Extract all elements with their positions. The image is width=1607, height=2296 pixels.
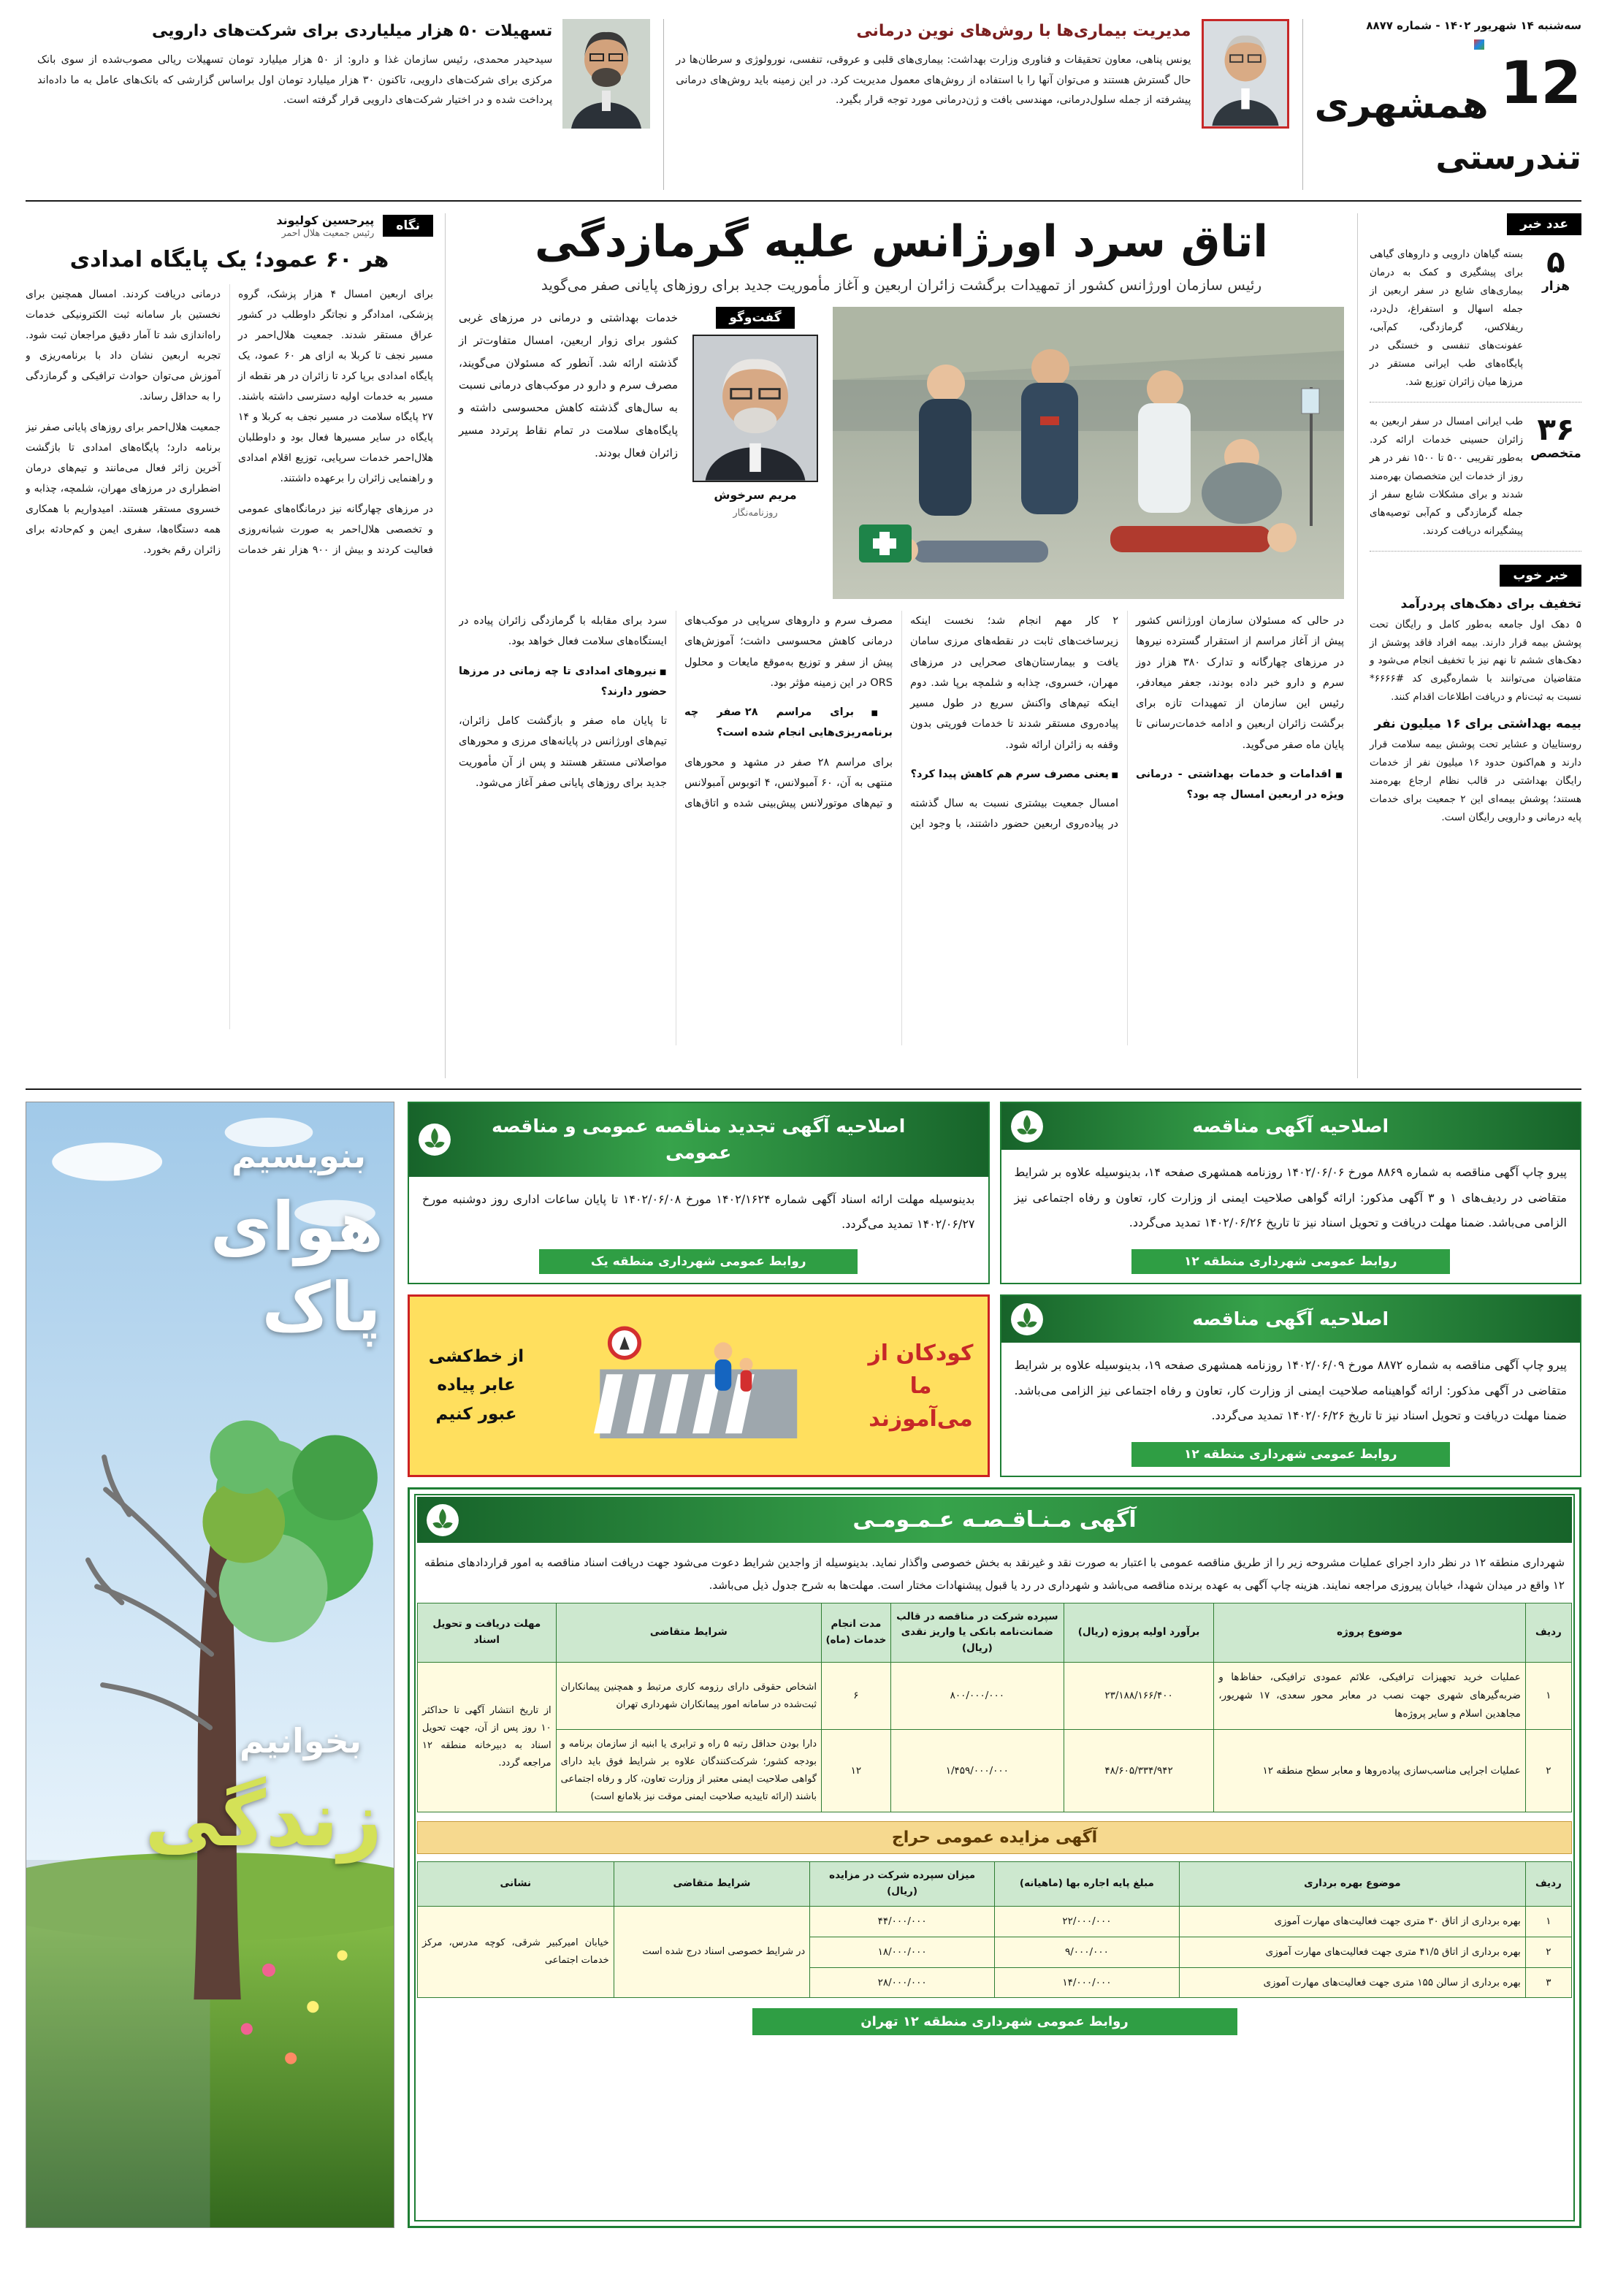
ad-message: از خط‌کشی عابر پیاده عبور کنیم xyxy=(428,1347,524,1424)
good-news-title: بیمه بهداشتی برای ۱۶ میلیون نفر xyxy=(1374,717,1581,732)
opinion-paragraph: جمعیت هلال‌احمر برای روزهای پایانی صفر نیز برنامه دارد؛ پایگاه‌های امدادی تا بازگشت آخرین زائر فعال می‌مانند و تیم‌های درمان اضطراری در مرزهای مهران، شلمچه، چذابه و خسروی مستقر هستند. امیدواریم با همکاری همه دستگاه‌ها، سفری ایمن و کم‌حادثه برای زائران رقم بخورد. xyxy=(26,422,221,556)
ad-footer: روابط عمومی شهرداری منطقه ۱۲ xyxy=(1131,1249,1450,1274)
base-rent: ۱۴/۰۰۰/۰۰۰ xyxy=(995,1967,1180,1998)
advertisement-band xyxy=(26,1088,1581,2228)
news-numbers-sidebar xyxy=(1370,213,1581,1078)
column-header: نشانی xyxy=(418,1862,614,1906)
article-question: ■ یعنی مصرف سرم هم کاهش پیدا کرد؟ xyxy=(910,764,1118,785)
duration: ۱۲ xyxy=(822,1730,891,1812)
ad-body: پیرو چاپ آگهی مناقصه به شماره ۸۸۶۹ مورخ ۱۴۰۲/۰۶/۰۶ روزنامه همشهری صفحه ۱۴، بدینوسیله علاوه بر شرایط متقاضی در ردیف‌های ۱ و ۳ آگهی مذکور: ارائه گواهی صلاحیت ایمنی از وزارت کار، تعاون و رفاه اجتماعی نیز الزامی می‌باشد. ضمنا مهلت دریافت و تحویل اسناد نیز تا تاریخ ۱۴۰۲/۰۶/۲۶ تمدید می‌گردد. xyxy=(1014,1165,1568,1230)
conditions: اشخاص حقوقی دارای رزومه کاری مرتبط و همچنین پیمانکاران ثبت‌شده در سامانه امور پیمانکاران شهرداری تهران xyxy=(556,1663,821,1730)
opinion-title: هر ۶۰ عمود؛ یک پایگاه امدادی xyxy=(69,247,389,272)
ad-header xyxy=(1001,1103,1581,1150)
conditions: در شرایط خصوصی اسناد درج شده است xyxy=(614,1906,810,1998)
column-header: ردیف xyxy=(1525,1862,1571,1906)
article-question: ■ برای مراسم ۲۸ صفر چه برنامه‌ریزی‌هایی انجام شده است؟ xyxy=(684,702,893,744)
ad-header xyxy=(409,1103,988,1177)
auction-title: آگهی مزایده عمومی حراج xyxy=(417,1821,1572,1854)
ad-body: بدینوسیله مهلت ارائه اسناد آگهی شماره ۱۴۰۲/۱۶۲۴ مورخ ۱۴۰۲/۰۶/۰۸ تا پایان ساعات اداری روز دوشنبه مورخ ۱۴۰۲/۰۶/۲۷ تمدید می‌گردد. xyxy=(422,1191,975,1231)
column-header: موضوع پروژه xyxy=(1214,1603,1526,1663)
column-header: برآورد اولیه پروژه (ریال) xyxy=(1064,1603,1213,1663)
opinion-column xyxy=(26,213,433,1078)
ad-word-write: بنویسیم xyxy=(232,1136,366,1176)
ad-slogan: کودکان از ما می‌آموزند xyxy=(868,1340,974,1432)
ad-title: اصلاحیه آگهی مناقصه xyxy=(1192,1308,1389,1330)
brief-title: مدیریت بیماری‌ها با روش‌های نوین درمانی xyxy=(856,22,1191,40)
tender-intro: شهرداری منطقه ۱۲ در نظر دارد اجرای عملیات مشروحه زیر را از طریق مناقصه عمومی با اعتبار به صورت نقد و غیرنقد به بخش خصوصی واگذار نماید. بدینوسیله از واجدین شرایط دعوت می‌شود جهت دریافت اسناد مناقصه به امور قراردادهای منطقه ۱۲ واقع در میدان شهدا، خیابان پیروزی مراجعه نمایند. هزینه چاپ آگهی به عهده برنده مناقصه می‌باشد و شهرداری در رد یا قبول پیشنهادات مختار است. مهلت‌ها به شرح جدول ذیل می‌باشد. xyxy=(424,1556,1565,1592)
column-header: شرایط متقاضی xyxy=(556,1603,821,1663)
article-paragraph: تا پایان ماه صفر و بازگشت کامل زائران، تیم‌های اورژانس در پایانه‌های مرزی و محورهای مواصلاتی مستقر هستند و پس از آن مأموریت جدید برای روزهای پایانی صفر آغاز می‌شود. xyxy=(459,715,667,789)
base-rent: ۹/۰۰۰/۰۰۰ xyxy=(995,1937,1180,1967)
address: خیابان امیرکبیر شرقی، کوچه مدرس، مرکز خدمات اجتماعی xyxy=(418,1906,614,1998)
row-number: ۱ xyxy=(1525,1663,1571,1730)
number-item xyxy=(1370,403,1581,552)
clean-air-ad xyxy=(26,1102,394,2228)
table-row xyxy=(418,1663,1572,1730)
opinion-author-role: رئیس جمعیت هلال احمر xyxy=(281,227,375,238)
crosswalk-illustration xyxy=(540,1320,858,1452)
row-number: ۳ xyxy=(1525,1967,1571,1998)
reporter-name: مریم سرخوش xyxy=(714,488,797,502)
ad-word-read: بخوانیم xyxy=(239,1721,362,1761)
good-news-block xyxy=(1370,565,1581,828)
column-header: مبلغ پایه اجاره بها (ماهیانه) xyxy=(995,1862,1180,1906)
municipal-ads xyxy=(408,1102,1581,2228)
column-header: مدت انجام خدمات (ماه) xyxy=(822,1603,891,1663)
ad-header xyxy=(1001,1296,1581,1343)
brief-title: تسهیلات ۵۰ هزار میلیاردی برای شرکت‌های دارویی xyxy=(151,22,553,40)
article-paragraph: برای مراسم ۲۸ صفر در مشهد و محورهای منتهی به آن، ۶۰ آمبولانس، ۴ اتوبوس آمبولانس و تیم‌های موتورلانس پیش‌بینی شده و اتاق‌های سرد برای مقابله با گرمازدگی زائران پیاده در ایستگاه‌های سلامت فعال خواهد بود. xyxy=(459,615,893,810)
municipality-logo-icon xyxy=(418,1123,451,1156)
ad-footer: روابط عمومی شهرداری منطقه ۱۲ xyxy=(1131,1442,1450,1467)
article-question: ■ اقدامات و خدمات بهداشتی - درمانی ویژه در اربعین امسال چه بود؟ xyxy=(1136,764,1344,806)
child-safety-ad xyxy=(408,1294,990,1477)
column-header: مهلت دریافت و تحویل اسناد xyxy=(418,1603,557,1663)
deposit: ۱۸/۰۰۰/۰۰۰ xyxy=(810,1937,995,1967)
public-tender-ad xyxy=(408,1487,1581,2228)
reporter-role: روزنامه‌نگار xyxy=(733,508,778,519)
good-news-item xyxy=(1370,597,1581,707)
opinion-body xyxy=(26,284,433,1029)
project-subject: عملیات اجرایی مناسب‌سازی پیاده‌روها و معابر سطح منطقه ۱۲ xyxy=(1214,1730,1526,1812)
column-header: سپرده شرکت در مناقصه در قالب ضمانت‌نامه بانکی یا واریز نقدی (ریال) xyxy=(890,1603,1064,1663)
portrait-illustration xyxy=(562,19,650,129)
conditions: دارا بودن حداقل رتبه ۵ راه و ترابری یا ابنیه از سازمان برنامه و بودجه کشور؛ شرکت‌کنندگان علاوه بر شرایط فوق باید دارای گواهی صلاحیت ایمنی معتبر از وزارت تعاون، کار و رفاه اجتماعی باشند (ارائه تاییدیه صلاحیت ایمنی موقت نیز بلامانع است) xyxy=(556,1730,821,1812)
deadline: از تاریخ انتشار آگهی تا حداکثر ۱۰ روز پس از آن، جهت تحویل اسناد به دبیرخانه منطقه ۱۲ مراجعه گردد. xyxy=(418,1663,557,1812)
project-subject: عملیات خرید تجهیزات ترافیکی، علائم عمودی ترافیکی، حفاظ‌ها و ضربه‌گیرهای شهری جهت نصب در معابر محور سعدی، ۱۷ شهریور، مجاهدین اسلام و سایر پروژه‌ها xyxy=(1214,1663,1526,1730)
auction-subject: بهره برداری از سالن ۱۵۵ متری جهت فعالیت‌های مهارت آموزی xyxy=(1179,1967,1525,1998)
municipality-logo-icon xyxy=(426,1503,459,1537)
column-header: شرایط متقاضی xyxy=(614,1862,810,1906)
row-number: ۱ xyxy=(1525,1906,1571,1937)
table-row xyxy=(418,1730,1572,1812)
interview-tag: گفت‌وگو xyxy=(716,307,794,329)
date-line: سه‌شنبه ۱۴ شهریور ۱۴۰۲ - شماره ۸۸۷۷ xyxy=(1366,19,1581,32)
number-item xyxy=(1370,235,1581,403)
good-news-tag: خبر خوب xyxy=(1500,565,1581,587)
opinion-paragraph: برای اربعین امسال ۴ هزار پزشک، گروه پزشکی، امدادگر و نجاتگر داوطلب در کشور عراق مستقر شدند. جمعیت هلال‌احمر در مسیر نجف تا کربلا به ازای هر ۶۰ عمود، یک پایگاه امدادی برپا کرد تا زائران در هر نقطه از مسیر به خدمات اولیه دسترسی داشته باشند. ۲۷ پایگاه سلامت در مسیر نجف به کربلا و ۱۴ پایگاه در سایر مسیرها فعال بود و داوطلبان هلال‌احمر خدمات سرپایی، توزیع اقلام امدادی و راهنمایی زائران را برعهده داشتند. xyxy=(238,289,433,484)
deposit: ۸۰۰/۰۰۰/۰۰۰ xyxy=(890,1663,1064,1730)
article-body xyxy=(459,611,1344,1045)
number-value: ۵ xyxy=(1546,244,1565,280)
duration: ۶ xyxy=(822,1663,891,1730)
row-number: ۲ xyxy=(1525,1730,1571,1812)
estimate: ۲۳/۱۸۸/۱۶۶/۴۰۰ xyxy=(1064,1663,1213,1730)
amendment-ad-1 xyxy=(1000,1102,1582,1284)
opinion-tag: نگاه xyxy=(383,215,433,237)
article-paragraph: ۲ کار مهم انجام شد؛ نخست اینکه زیرساخت‌های ثابت در نقطه‌های مرزی سامان یافت و بیمارستان‌های صحرایی در مرزهای مهران، خسروی، چذابه و شلمچه برپا شد. دوم اینکه تیم‌های واکنش سریع در طول مسیر پیاده‌روی مستقر شدند تا خدمات فوریتی بدون وقفه به زائران ارائه شود. xyxy=(910,615,1118,751)
ad-phrase-clean-air: هوای پاک xyxy=(210,1187,383,1346)
page-number: 12 xyxy=(1500,49,1581,117)
masthead xyxy=(1302,19,1582,190)
opinion-author: پیرحسین کولیوند xyxy=(276,213,375,227)
ad-title: اصلاحیه آگهی مناقصه xyxy=(1192,1115,1389,1137)
article-subtitle: رئیس سازمان اورژانس کشور از تمهیدات برگشت زائران اربعین و آغاز مأموریت جدید برای روزهای پایانی صفر می‌گوید xyxy=(541,276,1262,294)
good-news-text: ۵ دهک اول جامعه به‌طور کامل و رایگان تحت پوشش بیمه قرار دارند. بیمه افراد فاقد پوشش از دهک‌های ششم تا نهم نیز با تخفیف انجام می‌شود و متقاضیان می‌توانند با شماره‌گیری کد #۶۶۶۶* نسبت به ثبت‌نام و دریافت اطلاعات اقدام کنند. xyxy=(1370,618,1581,703)
table-row xyxy=(418,1906,1572,1937)
ad-footer: روابط عمومی شهرداری منطقه یک xyxy=(539,1249,858,1274)
interviewee-illustration xyxy=(694,336,817,481)
good-news-text: روستاییان و عشایر تحت پوشش بیمه سلامت قرار دارند و هم‌اکنون حدود ۱۶ میلیون نفر از خدمات رایگان بهداشتی در قالب نظام ارجاع بهره‌مند هستند؛ پوشش بیمه‌ای این ۲ جمعیت برای خدمات پایه درمانی و دارویی رایگان است. xyxy=(1370,739,1581,824)
ad-word-life: زندگی xyxy=(145,1774,382,1864)
emergency-scene-photo xyxy=(833,307,1344,599)
interviewee-portrait-photo xyxy=(692,335,818,482)
estimate: ۴۸/۶۰۵/۳۳۴/۹۴۲ xyxy=(1064,1730,1213,1812)
brief-body: یونس پناهی، معاون تحقیقات و فناوری وزارت بهداشت: بیماری‌های قلبی و عروقی، تنفسی، نورولوژی و سرطان‌ها در حال گسترش هستند و می‌توان آنها را با استفاده از روش‌های معمول مدیریت کرد. در این زمینه باید روش‌های درمانی پیشرفته از جمله سلول‌درمانی، مهندسی بافت و ژن‌درمانی مورد توجه قرار بگیرد. xyxy=(676,54,1191,107)
main-article xyxy=(445,213,1358,1078)
numbers-section-tag: عدد خبر xyxy=(1507,213,1581,235)
number-text: طب ایرانی امسال در سفر اربعین به زائران حسینی خدمات ارائه کرد. به‌طور تقریبی ۵۰۰ تا ۱۵۰۰ نفر در هر روز از خدمات این متخصصان بهره‌مند شدند و برای مشکلات شایع سفر از جمله گرمازدگی و کم‌آبی توصیه‌های پیشگیرانه دریافت کردند. xyxy=(1370,415,1524,537)
tender-header xyxy=(417,1497,1572,1543)
good-news-item xyxy=(1370,717,1581,827)
article-lead: خدمات بهداشتی و درمانی در مرزهای غربی کشور برای زوار اربعین، امسال متفاوت‌تر از گذشته ارائه شد. آنطور که مسئولان می‌گویند، مصرف سرم و دارو در موکب‌های درمانی نسبت به سال‌های گذشته کاهش محسوسی داشته و پایگاه‌های سلامت در تمام نقاط پرتردد مسیر زائران فعال بودند. xyxy=(459,311,678,459)
tender-footer: روابط عمومی شهرداری منطقه ۱۲ تهران xyxy=(752,2008,1237,2035)
article-headline: اتاق سرد اورژانس علیه گرمازدگی xyxy=(535,216,1268,267)
brief-body: سیدحیدر محمدی، رئیس سازمان غذا و دارو: از ۵۰ هزار میلیارد تومان تسهیلات ریالی مصوب‌شده از سوی بانک مرکزی برای شرکت‌های دارویی، تاکنون ۳۰ هزار میلیارد تومان اول براساس گزارشی که بانک‌های عامل به ما داده‌اند پرداخت شده و در اختیار شرکت‌های دارویی قرار گرفته است. xyxy=(37,54,553,107)
ad-title: اصلاحیه آگهی تجدید مناقصه عمومی و مناقصه عمومی xyxy=(492,1115,906,1164)
editorial-band xyxy=(26,202,1581,1078)
deposit: ۲۸/۰۰۰/۰۰۰ xyxy=(810,1967,995,1998)
number-text: بسته گیاهان دارویی و داروهای گیاهی برای پیشگیری و کمک به درمان بیماری‌های شایع در سفر اربعین از جمله اسهال و استفراغ، دل‌درد، ریفلاکس، گرمازدگی، کم‌آبی، عفونت‌های تنفسی و خستگی در پایگاه‌های طب ایرانی مستقر در مرزها میان زائران توزیع شد. xyxy=(1370,248,1523,388)
tender-table xyxy=(417,1603,1572,1813)
news-brief-loans xyxy=(26,19,650,190)
column-header: ردیف xyxy=(1525,1603,1571,1663)
portrait-illustration xyxy=(1204,21,1287,126)
opinion-paragraph: در مرزهای چهارگانه نیز درمانگاه‌های عمومی و تخصصی هلال‌احمر به صورت شبانه‌روزی فعالیت کردند و بیش از ۹۰۰ هزار نفر خدمات درمانی دریافت کردند. امسال همچنین برای نخستین بار سامانه ثبت الکترونیکی خدمات راه‌اندازی شد تا آمار دقیق مراجعان ثبت شود. تجربه اربعین نشان داد با برنامه‌ریزی و آموزش می‌توان حوادث ترافیکی و گرمازدگی را به حداقل رساند. xyxy=(26,289,433,556)
interview-column xyxy=(688,307,822,599)
newspaper-logo-mark-icon xyxy=(1474,39,1484,50)
auction-subject: بهره برداری از اتاق ۳۰ متری جهت فعالیت‌های مهارت آموزی xyxy=(1179,1906,1525,1937)
tender-title: آگهی مـنـاقـصـه عـمـومـی xyxy=(852,1507,1137,1533)
official-portrait-photo xyxy=(1202,19,1289,129)
number-value: ۳۶ xyxy=(1537,411,1575,447)
amendment-renewal-ad xyxy=(408,1102,990,1284)
column-header: موضوع بهره برداری xyxy=(1179,1862,1525,1906)
ad-body: پیرو چاپ آگهی مناقصه به شماره ۸۸۷۲ مورخ ۱۴۰۲/۰۶/۰۹ روزنامه همشهری صفحه ۱۹، بدینوسیله علاوه بر شرایط متقاضی در آگهی مذکور: ارائه گواهینامه صلاحیت ایمنی از وزارت کار، تعاون و رفاه اجتماعی نیز الزامی می‌باشد. ضمنا مهلت دریافت و تحویل اسناد نیز تا تاریخ ۱۴۰۲/۰۶/۲۶ تمدید می‌گردد. xyxy=(1014,1358,1568,1423)
amendment-ad-2 xyxy=(1000,1294,1582,1477)
section-title: تندرستی xyxy=(1435,137,1581,177)
good-news-title: تخفیف برای دهک‌های پردرآمد xyxy=(1400,596,1581,611)
official-portrait-photo xyxy=(562,19,650,129)
deposit: ۱/۴۵۹/۰۰۰/۰۰۰ xyxy=(890,1730,1064,1812)
article-paragraph: در حالی که مسئولان سازمان اورژانس کشور پیش از آغاز مراسم از استقرار گسترده نیروها در مرزهای چهارگانه و تدارک ۳۸۰ هزار دوز سرم و دارو خبر داده بودند، جعفر میعادفر، رئیس این سازمان از تمهیدات تازه برای برگشت زائران اربعین و ادامه خدمات‌رسانی تا پایان ماه صفر می‌گوید. xyxy=(1136,615,1344,751)
article-question: ■ نیروهای امدادی تا چه زمانی در مرزها حضور دارند؟ xyxy=(459,661,667,703)
news-brief-therapy xyxy=(663,19,1289,190)
article-paragraph: امسال جمعیت بیشتری نسبت به سال گذشته در پیاده‌روی اربعین حضور داشتند، با وجود این مصرف سرم و داروهای سرپایی در موکب‌های درمانی کاهش محسوسی داشت؛ آموزش‌های پیش از سفر و توزیع به‌موقع مایعات و محلول ORS در این زمینه مؤثر بود. xyxy=(684,615,1118,831)
number-unit: هزار xyxy=(1542,279,1570,294)
column-header: میزان سپرده شرکت در مزایده (ریال) xyxy=(810,1862,995,1906)
municipality-logo-icon xyxy=(1010,1110,1044,1143)
page-header xyxy=(26,19,1581,202)
row-number: ۲ xyxy=(1525,1937,1571,1967)
number-unit: متخصص xyxy=(1530,446,1581,461)
base-rent: ۲۲/۰۰۰/۰۰۰ xyxy=(995,1906,1180,1937)
emergency-scene-illustration xyxy=(833,307,1344,599)
deposit: ۴۴/۰۰۰/۰۰۰ xyxy=(810,1906,995,1937)
auction-subject: بهره برداری از اتاق ۴۱/۵ متری جهت فعالیت‌های مهارت آموزی xyxy=(1179,1937,1525,1967)
municipality-logo-icon xyxy=(1010,1303,1044,1336)
newspaper-logo: همشهری xyxy=(1315,39,1489,127)
auction-table xyxy=(417,1861,1572,1998)
